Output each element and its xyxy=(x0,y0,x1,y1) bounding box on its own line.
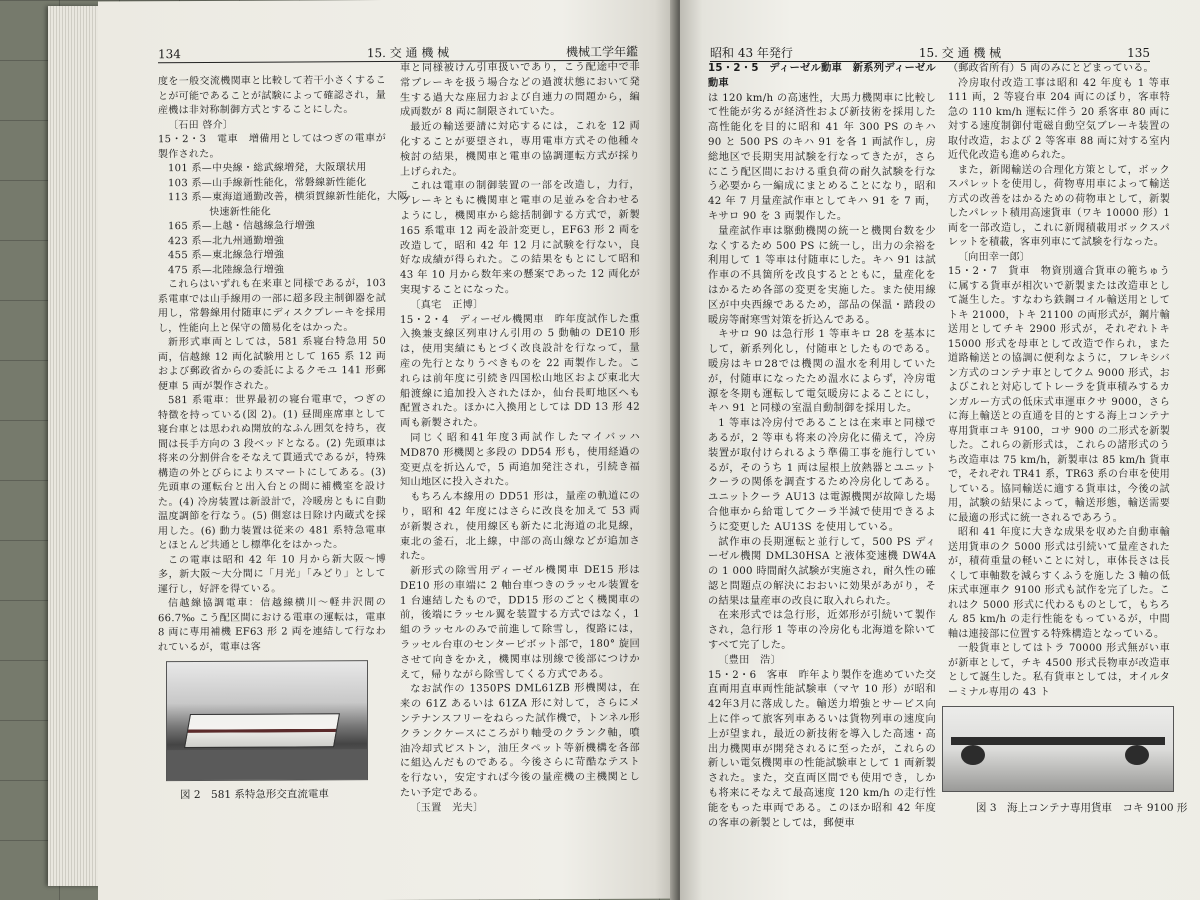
paragraph: 15・2・3 電車 増備用としてはつぎの電車が製作された。 xyxy=(158,133,386,160)
paragraph: 15・2・4 ディーゼル機関車 昨年度試作した重入換兼支線区列車けん引用の 5 動軸の DE10 形は，使用実績にもとづく改良設計を行なって，量産の先行となりうべきものを 22 両製作した。これらは前年度に引続き四国松山地区および東北大船渡線に追加投入されたほか，仙台長町地区へも配置された。ほかに入換用としては DD 13 形 42 両も新製された。 xyxy=(400,313,640,430)
right-page-number: 135 xyxy=(1127,45,1150,60)
paragraph: 量産試作車は駆動機関の統一と機関台数を少なくするため 500 PS に統一し，出力の余裕を利用して 1 等車は付随車にした。キハ 91 は試作車の不具箇所を改良するとともに，量産化をはかるため各部の変更を実施した。また使用線区が中央西線であるため，部品の保温・踏段の暖房等耐寒雪対策を折込んである。 xyxy=(708,225,936,326)
left-column-2 xyxy=(400,61,640,817)
right-page-header xyxy=(710,44,1150,62)
right-page xyxy=(680,0,1200,900)
paragraph: は 120 km/h の高速性，大馬力機関車に比較して性能が劣るが経済性および新技術を採用した高性能化を目的に昭和 41 年 300 PS のキハ 90 と 500 PS のキハ 91 を各 1 両試作し，房総地区で長期実用試験を行なってきたが，さらにこう配区間における重負荷の耐久試験を行なう必要から一編成にまとめることになり，昭和 42 年 7 月量産試作車としてキハ 91 を 7 両，キサロ 90 を 3 両製作した。 xyxy=(708,92,936,222)
paragraph: なお試作の 1350PS DML61ZB 形機関は，在来の 61Z あるいは 61ZA 形に対して，さらにメンテナンスフリーをねらった試作機で，トンネル形クランクケースにころがり軸受のクランク軸，噴油冷却式ピストン，油圧タペット等新機構を各部に組込んだものである。今後さらに苛酷なテストを行ない，安定すれば今後の量産機の主機関としたい予定である。 xyxy=(400,683,640,799)
paragraph: （郵政省所有）5 両のみにとどまっている。 xyxy=(948,63,1154,74)
list-item: 113 系—東海道通勤改善，横須賀線新性能化，大阪 xyxy=(168,190,408,204)
open-book xyxy=(40,0,1200,900)
left-section-header: 15. 交 通 機 械 xyxy=(366,45,450,61)
list-item: 快速新性能化 xyxy=(168,206,271,218)
paragraph: 度を一般交流機関車と比較して若干小さくすることが可能であることが試験によって確認され，量産機は非対称制御方式とすることにした。 xyxy=(158,75,386,117)
list-item: 455 系—東北線急行増強 xyxy=(168,249,285,262)
vehicle-list xyxy=(158,161,408,278)
author-credit: 〔豊田 浩〕 xyxy=(718,654,782,666)
right-year-label: 昭和 43 年発行 xyxy=(710,46,793,60)
paragraph: 冷房取付改造工事は昭和 42 年度も 1 等車 111 両，2 等寝台車 204 両にのぼり，客車特急の 110 km/h 運転に伴う 20 系客車 80 両に対する速度制御付電磁自動空気ブレーキ装置の取付改造，および 2 等客車 88 両に対する室内近代化改造も進められた。 xyxy=(948,77,1170,161)
paragraph: 昭和 41 年度に大きな成果を収めた自動車輸送用貨車のク 5000 形式は引続いて量産されたが，積荷重量の軽いことに対し，車体長さは長くして車軸数を減らすくふうを施した 3 軸の低床式車運車ク 9100 形式も試作を完了した。これはク 5000 形式に代わるものとして，もちろん 85 km/h の走行性能をもっているが，中間軸は連接部に位置する特殊構造となっている。 xyxy=(948,527,1170,640)
list-item: 103 系—山手線新性能化，常磐線新性能化 xyxy=(168,176,367,189)
figure-2-photo xyxy=(166,660,368,781)
author-credit: 〔玉置 光夫〕 xyxy=(410,802,484,814)
paragraph: この電車は昭和 42 年 10 月から新大阪〜博多，新大阪〜大分間に「月光」「みどり」として運行し，好評を得ている。 xyxy=(158,553,386,595)
train-image xyxy=(184,713,340,748)
left-page-number: 134 xyxy=(158,46,181,61)
section-15-2-5-heading: 15・2・5 ディーゼル動車 新系列ディーゼル動車 xyxy=(708,63,936,89)
paragraph: 15・2・6 客車 昨年より製作を進めていた交直両用直車両性能試験車（マヤ 10 形）が昭和 42年3月に落成した。輸送力増強とサービス向上に伴って旅客列車あるいは貨物列車の速度向上が望まれ，最近の新技術を導入した高速・高出力機関車が開発されるに至ったが，これらの新しい電気機関車の性能試験車として 1 両新製された。また，交直両区間でも使用でき，しかも将来にそなえて最高速度 120 km/h の走行性能をもった車両である。このほか昭和 42 年度の客車の新製としては，郵便車 xyxy=(708,669,936,829)
figure-3-photo xyxy=(942,706,1174,792)
list-item: 423 系—北九州通勤増強 xyxy=(168,235,285,247)
paragraph: 在来形式では急行形，近郊形が引続いて製作され，急行形 1 等車の冷房化も北海道を除いてすべて完了した。 xyxy=(708,610,936,652)
paragraph: 15・2・7 貨車 物資別適合貨車の範ちゅうに属する貨車が相次いで新製または改造車として誕生した。すなわち鉄鋼コイル輸送用としてトキ 21000，トキ 21100 の両形式が，鋼片輸送用としてチキ 2900 形式が，それぞれトキ15000 形式を母車として改造で作られ，また道路輸送との協調に便利なように，フレキシバン方式のコンテナ車としてクム 9000 形式，およびこれと対応してトレーラを貨車積みするカンガルー方式の低床式車運車クサ 9000，さらに海上輸送との直通を目的とする海上コンテナ専用貨車コキ 9100，コサ 900 の二形式を新製した。これらの新形式は，これらの諸形式のうち改造車は 75 km/h，新製車は 85 km/h 貨車で，それぞれ TR41 系，TR63 系の台車を使用している。協同輸送に適する貨車は，今後の試用，試験の結果によって，輸送形態，輸送需要に最適の形式に統一されるであろう。 xyxy=(948,266,1170,524)
list-item: 101 系—中央線・総武線増発，大阪環状用 xyxy=(168,162,367,175)
paragraph: 信越線協調電車：信越線横川〜軽井沢間の 66.7‰ こう配区間における電車の運転は，電車 8 両に専用補機 EF63 形 2 両を連結して行なわれているが，電車は客 xyxy=(158,597,386,653)
right-column-1 xyxy=(708,62,936,831)
paragraph: これは電車の制御装置の一部を改造し，力行，ブレーキともに機関車と電車の足並みを合わせるようにし，機関車から総括制御する方式で，新製 165 系電車 12 両を設計変更し，EF63 形 2 両を改造して，昭和 42 年 12 月に試験を行ない，良好な成績が得られた。この結果をもとにして昭和 43 年 10 月から数年来の懸案であった 12 両化が実現することになった。 xyxy=(400,180,640,296)
list-item: 165 系—上越・信越線急行増強 xyxy=(168,220,316,233)
author-credit: 〔向田幸一郎〕 xyxy=(958,251,1031,263)
paragraph: これらはいずれも在来車と同様であるが，103 系電車では山手線用の一部に超多段主制御器を試用し，常磐線用付随車にディスクブレーキを採用し，性能向上と保守の簡易化をはかった。 xyxy=(158,278,386,334)
paragraph: 新形式車両としては，581 系寝台特急用 50 両，信越線 12 両化試験用として 165 系 12 両および郵政省からの委託によるクモユ 141 形郵便車 5 両が製作された。 xyxy=(158,336,386,392)
paragraph: キサロ 90 は急行形 1 等車キロ 28 を基本にして，新系列化し，付随車としたものである。暖房はキロ28では機関の温水を利用していたが，付随車になったため温水によらず，冷房電源を冬期も運転して電気暖房によることにし，キハ 91 と同様の室温自動制御を採用した。 xyxy=(708,329,936,415)
right-column-2 xyxy=(948,62,1170,700)
paragraph: 最近の輸送要請に対応するには，これを 12 両化することが要望され，専用電車方式その他種々検討の結果，機関車と電車の協調運転方式が採り上げられた。 xyxy=(400,120,640,178)
paragraph: 1 等車は冷房付であることは在来車と同様であるが，2 等車も将来の冷房化に備えて，冷房装置が取付けられるよう準備工事を施行しているが，そのうち 1 両は屋根上放熱器とユニットクーラの関係を調査するため冷房化してある。ユニットクーラ AU13 は電源機関が故障した場合他車から給電してクーラ半減で使用できるように変更した AU13S を使用している。 xyxy=(708,418,936,533)
author-credit: 〔石田 啓介〕 xyxy=(168,119,234,131)
figure-2-caption: 図 2 581 系特急形交直流電車 xyxy=(180,788,329,802)
list-item: 475 系—北陸線急行増強 xyxy=(168,264,285,276)
right-section-header: 15. 交 通 機 械 xyxy=(918,46,1002,60)
paragraph: 新形式の除雪用ディーゼル機関車 DE15 形は DE10 形の車端に 2 軸台車つきのラッセル装置を 1 台連結したもので，DD15 形のごとく機関車の前，後端にラッセル翼を装置する方式ではなく，1 組のラッセルのみで前進して除雪し，復路には，ラッセル台車のセンターピボット部で，180° 旋回させて向きをかえ，機関車は別線で後部につけかえて，帰りながら除雪してくる方式である。 xyxy=(400,564,640,681)
left-book-title: 機械工学年鑑 xyxy=(565,44,638,60)
figure-3-caption: 図 3 海上コンテナ専用貨車 コキ 9100 形 xyxy=(976,802,1188,814)
left-column-1 xyxy=(158,74,408,655)
paragraph: 同じく昭和41年度3両試作したマイバッハ MD870 形機関と多段の DD54 形も，使用経過の変更点を折込んで，5 両追加発注され，引続き福知山地区に投入された。 xyxy=(400,431,640,489)
author-credit: 〔真宅 正博〕 xyxy=(410,299,484,311)
paragraph: 車と同様被けん引車扱いであり，こう配途中で非常ブレーキを扱う場合などの過渡状態において発生する過大な座屈力および自連力の問題から，編成両数が 8 両に制限されていた。 xyxy=(400,61,640,119)
left-page xyxy=(98,0,678,900)
paragraph: 581 系電車：世界最初の寝台電車で，つぎの特徴を持っている(図 2)。(1) 昼間座席車として寝台車とは思われぬ開放的なふん囲気を持ち，夜間は長手方向の 3 段ベッドとなる。(2) 先頭車は将来の分割併合をそなえて貫通式であるが，特殊構造の外とびらによりスマートにしてある。(3) 先頭車の運転台と出入台との間に補機室を設けた。(4) 冷房装置は新設計で，冷暖房ともに自動温度調節を行なう。(5) 側窓は日除け内蔵式を採用した。(6) 動力装置は従来の 481 系特急電車とほとんど共通とし標準化をはかった。 xyxy=(158,394,386,552)
paragraph: 一般貨車としてはトラ 70000 形式無がい車が新車として，チキ 4500 形式長物車が改造車として誕生した。私有貨車としては，オイルターミナル専用の 43 ト xyxy=(948,643,1170,698)
paragraph: また，新聞輸送の合理化方策として，ボックスパレットを使用し，荷物専用車によって輸送方式の改善をはかるための荷物車として，新製したパレット積用高速貨車（ワキ 10000 形）1 両を一部改造し，これに新聞積載用ボックスパレットを積載，客車列車にて試験を行なった。 xyxy=(948,164,1170,248)
paragraph: もちろん本線用の DD51 形は，量産の軌道にのり，昭和 42 年度にはさらに改良を加えて 53 両が新製され，使用線区も新たに北海道の北見線，東北の釜石，北上線，中部の高山線などが追加された。 xyxy=(400,490,640,563)
paragraph: 試作車の長期運転と並行して，500 PS ディーゼル機関 DML30HSA と液体変速機 DW4A の 1 000 時間耐久試験が実施され，耐久性の確認と問題点の解決におおいに効果があがり，その結果は量産車の改良に取入れられた。 xyxy=(708,536,936,607)
